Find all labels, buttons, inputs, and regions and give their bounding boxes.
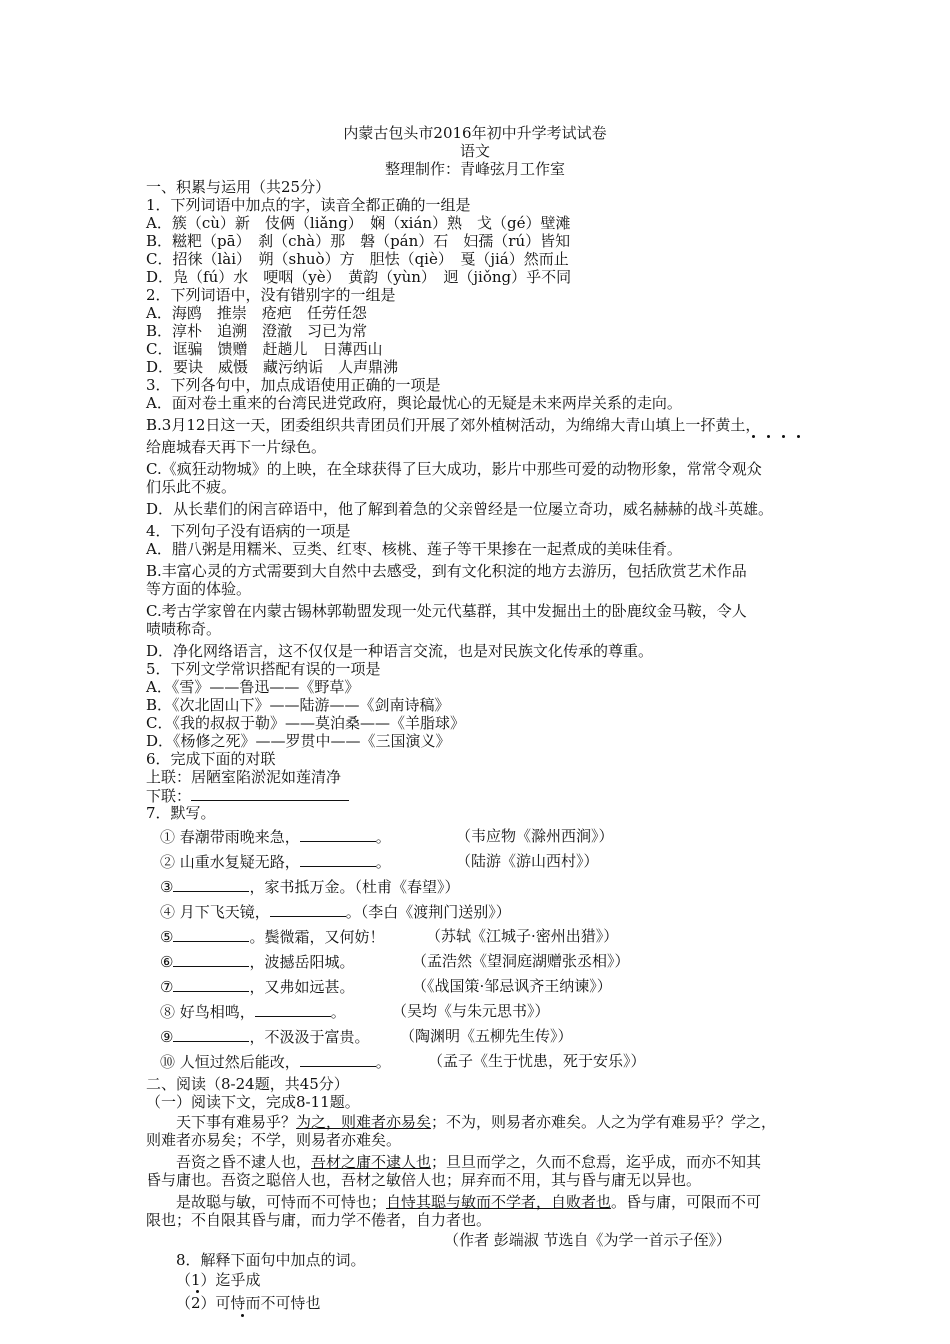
q2-option-a: A．海鸥 推崇 疮疤 任劳任怨 bbox=[146, 304, 367, 322]
q4-option-b-line1: B.丰富心灵的方式需要到大自然中去感受，到有文化积淀的地方去游历，包括欣赏艺术作品 bbox=[146, 562, 747, 580]
q1-option-b: B．糍粑（pā） 刹（chà）那 磐（pán）石 妇孺（rú）皆知 bbox=[146, 232, 571, 250]
q6-lower-label: 下联： bbox=[146, 787, 192, 805]
q7-item-4-post: 。（李白《渡荆门送别》） bbox=[345, 903, 511, 921]
passage-p3-line1 bbox=[176, 1193, 761, 1211]
q7-item-3-blank[interactable] bbox=[173, 877, 249, 892]
q7-item-10-source: （孟子《生于忧患，死于安乐》） bbox=[428, 1052, 646, 1070]
q7-item-7-source: （《战国策·邹忌讽齐王纳谏》） bbox=[412, 977, 612, 995]
q7-item-4-blank[interactable] bbox=[270, 902, 346, 917]
q7-stem: 7．默写。 bbox=[146, 804, 216, 822]
q5-stem: 5．下列文学常识搭配有误的一项是 bbox=[146, 660, 381, 678]
passage-p2-line2: 昏与庸也。吾资之聪倍人也，吾材之敏倍人也；屏弃而不用，其与昏与庸无以异也。 bbox=[146, 1171, 702, 1189]
q3-option-c-line1: C.《疯狂动物城》的上映，在全球获得了巨大成功，影片中那些可爱的动物形象，常常令观众 bbox=[146, 460, 762, 478]
q7-item-7 bbox=[160, 977, 354, 996]
section-2-title: 二、阅读（8-24题，共45分） bbox=[146, 1075, 349, 1093]
emphasis-dot bbox=[196, 1290, 199, 1293]
q7-item-5-source: （苏轼《江城子·密州出猎》） bbox=[426, 927, 619, 945]
emphasis-dot bbox=[767, 435, 770, 438]
q7-item-7-blank[interactable] bbox=[173, 977, 249, 992]
q7-item-6 bbox=[160, 952, 354, 971]
passage-text: 是故聪与敏，可恃而不可恃也； bbox=[176, 1193, 387, 1211]
q4-option-c-line1: C.考古学家曾在内蒙古锡林郭勒盟发现一处元代墓群，其中发掘出土的卧鹿纹金马鞍，令人 bbox=[146, 602, 747, 620]
passage-text: 。昏与庸，可限而不可 bbox=[611, 1193, 762, 1211]
q7-item-2 bbox=[160, 852, 391, 871]
q7-item-10-blank[interactable] bbox=[300, 1052, 376, 1067]
q7-item-9-blank[interactable] bbox=[173, 1027, 249, 1042]
q4-option-c-line2: 啧啧称奇。 bbox=[146, 620, 222, 638]
passage-text: ；不为，则易者亦难矣。人之为学有难易乎？学之， bbox=[431, 1113, 777, 1131]
q5-option-d: D．《杨修之死》——罗贯中——《三国演义》 bbox=[146, 732, 451, 750]
q3-option-a: A．面对卷土重来的台湾民进党政府，舆论最忧心的无疑是未来两岸关系的走向。 bbox=[146, 394, 682, 412]
q7-item-9 bbox=[160, 1027, 369, 1046]
passage-source: （作者 彭端淑 节选自《为学一首示子侄》） bbox=[444, 1231, 732, 1249]
q7-item-1-post: 。 bbox=[375, 828, 391, 846]
emphasis-dot bbox=[752, 435, 755, 438]
q3-option-d: D．从长辈们的闲言碎语中，他了解到着急的父亲曾经是一位屡立奇功，威名赫赫的战斗英雄。 bbox=[146, 500, 774, 518]
q2-option-d: D．要诀 威慑 藏污纳诟 人声鼎沸 bbox=[146, 358, 399, 376]
q7-item-2-blank[interactable] bbox=[300, 852, 376, 867]
q4-option-a: A．腊八粥是用糯米、豆类、红枣、核桃、莲子等干果掺在一起煮成的美味佳肴。 bbox=[146, 540, 682, 558]
q7-item-9-pre: ⑨ bbox=[160, 1028, 174, 1046]
q7-item-10-post: 。 bbox=[375, 1053, 391, 1071]
q7-item-9-post: ，不汲汲于富贵。 bbox=[249, 1028, 370, 1046]
q5-option-a: A．《雪》——鲁迅——《野草》 bbox=[146, 678, 360, 696]
passage-text: ；旦旦而学之，久而不怠焉，迄乎成，而亦不知其 bbox=[431, 1153, 762, 1171]
passage-underlined: 自恃其聪与敏而不学者，自败者也 bbox=[386, 1193, 612, 1211]
q7-item-2-post: 。 bbox=[375, 853, 391, 871]
q7-item-1-source: （韦应物《滁州西涧》） bbox=[456, 827, 614, 845]
exam-subject: 语文 bbox=[459, 142, 490, 160]
passage-underlined: 为之，则难者亦易矣 bbox=[296, 1113, 432, 1131]
q6-lower-couplet bbox=[146, 786, 349, 805]
q7-item-1 bbox=[160, 827, 391, 846]
q7-item-5-post: 。鬓微霜，又何妨！ bbox=[249, 928, 385, 946]
q1-option-a: A．簇（cù）新 伎俩（liǎng） 娴（xián）熟 戈（gé）壁滩 bbox=[146, 214, 571, 232]
q7-item-6-post: ，波撼岳阳城。 bbox=[249, 953, 355, 971]
q8-item-2: （2）可恃而不可恃也 bbox=[176, 1294, 321, 1312]
section-1-title: 一、积累与运用（共25分） bbox=[146, 178, 331, 196]
q6-answer-blank[interactable] bbox=[191, 786, 349, 801]
emphasis-dot bbox=[241, 1314, 244, 1317]
emphasis-dot bbox=[797, 435, 800, 438]
q7-item-5 bbox=[160, 927, 384, 946]
exam-title: 内蒙古包头市2016年初中升学考试试卷 bbox=[343, 124, 607, 142]
q3-option-c-line2: 们乐此不疲。 bbox=[146, 478, 237, 496]
q1-stem: 1．下列词语中加点的字，读音全都正确的一组是 bbox=[146, 196, 471, 214]
q7-item-6-blank[interactable] bbox=[173, 952, 249, 967]
q7-item-7-post: ，又弗如远甚。 bbox=[249, 978, 355, 996]
q7-item-2-pre: ② 山重水复疑无路， bbox=[160, 853, 300, 871]
q7-item-5-blank[interactable] bbox=[173, 927, 249, 942]
q7-item-3-post: ，家书抵万金。（杜甫《春望》） bbox=[249, 878, 460, 896]
passage-text: 吾资之昏不逮人也， bbox=[176, 1153, 312, 1171]
q7-item-4-pre: ④ 月下飞天镜， bbox=[160, 903, 270, 921]
passage-p1-line1 bbox=[176, 1113, 776, 1131]
q3-option-b-line1: B.3月12日这一天，团委组织共青团员们开展了郊外植树活动，为绵绵大青山填上一抔黄土， bbox=[146, 416, 761, 434]
q8-item-1: （1）迄乎成 bbox=[176, 1271, 261, 1289]
q7-item-8-source: （吴均《与朱元思书》） bbox=[392, 1002, 550, 1020]
q3-stem: 3．下列各句中，加点成语使用正确的一项是 bbox=[146, 376, 441, 394]
q7-item-4 bbox=[160, 902, 511, 921]
q8-stem: 8．解释下面句中加点的词。 bbox=[176, 1251, 366, 1269]
passage-p2-line1 bbox=[176, 1153, 761, 1171]
q7-item-2-source: （陆游《游山西村》） bbox=[456, 852, 599, 870]
q7-item-5-pre: ⑤ bbox=[160, 928, 174, 946]
q7-item-9-source: （陶渊明《五柳先生传》） bbox=[400, 1027, 573, 1045]
q7-item-1-pre: ① 春潮带雨晚来急， bbox=[160, 828, 300, 846]
q2-option-c: C．诓骗 馈赠 赶趟儿 日薄西山 bbox=[146, 340, 383, 358]
q7-item-7-pre: ⑦ bbox=[160, 978, 174, 996]
q1-option-c: C．招徕（lài） 朔（shuò）方 胆怯（qiè） 戛（jiá）然而止 bbox=[146, 250, 569, 268]
q6-stem: 6．完成下面的对联 bbox=[146, 750, 276, 768]
passage-text: 天下事有难易乎？ bbox=[176, 1113, 297, 1131]
q4-option-d: D．净化网络语言，这不仅仅是一种语言交流，也是对民族文化传承的尊重。 bbox=[146, 642, 654, 660]
q7-item-3 bbox=[160, 877, 459, 896]
exam-author: 整理制作：青峰弦月工作室 bbox=[384, 160, 565, 178]
q7-item-8-post: 。 bbox=[330, 1003, 346, 1021]
reading-1-title: （一）阅读下文，完成8-11题。 bbox=[146, 1093, 360, 1111]
q3-option-b-line2: 给鹿城春天再下一片绿色。 bbox=[146, 438, 327, 456]
q1-option-d: D．凫（fú）水 哽咽（yè） 黄韵（yùn） 迥（jiǒng）乎不同 bbox=[146, 268, 572, 286]
passage-underlined: 吾材之庸不逮人也 bbox=[311, 1153, 432, 1171]
q2-option-b: B．淳朴 追溯 澄澈 习已为常 bbox=[146, 322, 368, 340]
q7-item-6-pre: ⑥ bbox=[160, 953, 174, 971]
q4-option-b-line2: 等方面的体验。 bbox=[146, 580, 252, 598]
q7-item-10 bbox=[160, 1052, 391, 1071]
q7-item-8-blank[interactable] bbox=[255, 1002, 331, 1017]
passage-p3-line2: 限也；不自限其昏与庸，而力学不倦者，自力者也。 bbox=[146, 1211, 492, 1229]
q7-item-8-pre: ⑧ 好鸟相鸣， bbox=[160, 1003, 255, 1021]
emphasis-dot bbox=[782, 435, 785, 438]
q7-item-10-pre: ⑩ 人恒过然后能改， bbox=[160, 1053, 300, 1071]
q4-stem: 4．下列句子没有语病的一项是 bbox=[146, 522, 351, 540]
q7-item-3-pre: ③ bbox=[160, 878, 174, 896]
passage-p1-line2: 则难者亦易矣；不学，则易者亦难矣。 bbox=[146, 1131, 402, 1149]
q7-item-8 bbox=[160, 1002, 346, 1021]
q5-option-b: B．《次北固山下》——陆游——《剑南诗稿》 bbox=[146, 696, 450, 714]
q2-stem: 2．下列词语中，没有错别字的一组是 bbox=[146, 286, 396, 304]
q6-upper-couplet: 上联：居陋室陷淤泥如莲清净 bbox=[146, 768, 342, 786]
q7-item-6-source: （孟浩然《望洞庭湖赠张丞相》） bbox=[412, 952, 630, 970]
q5-option-c: C．《我的叔叔于勒》——莫泊桑——《羊脂球》 bbox=[146, 714, 465, 732]
q7-item-1-blank[interactable] bbox=[300, 827, 376, 842]
